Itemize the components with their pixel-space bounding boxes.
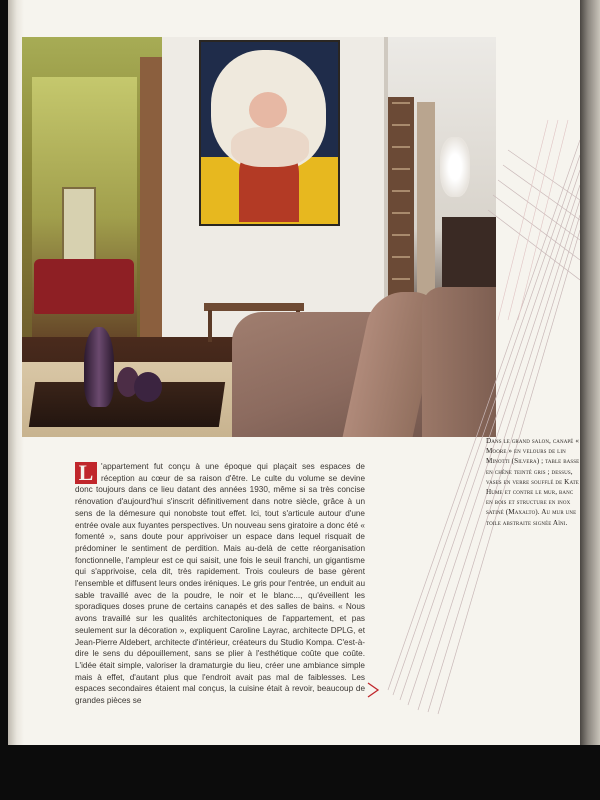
magazine-page bbox=[8, 0, 580, 745]
glass-vase-round bbox=[134, 372, 162, 402]
drop-cap: L bbox=[75, 462, 97, 484]
chandelier bbox=[440, 137, 470, 197]
abstract-painting bbox=[199, 40, 340, 226]
article-body bbox=[75, 461, 365, 707]
door-frame bbox=[140, 57, 162, 357]
next-page-edge bbox=[580, 0, 600, 745]
glass-vase-tall bbox=[84, 327, 114, 407]
red-sofa bbox=[34, 259, 134, 314]
article-text: 'appartement fut conçu à une époque qui plaçait ses espaces de réception au cœur de sa raison d'être. Le culte du volume se devine donc toujours dans ce lieu datant des années 1930, même si sa très concise rénovation d'aujourd'hui s'inscrit définitivement dans notre siècle, grâce à un sens de la démesure qui nonobste tout effet. Ici, tout s'articule autour d'une entrée ovale aux fuyantes perspectives. Un nouveau sens giratoire a donc été « fomenté », sans doute pour apprivoiser un espace dans lequel risquait de prédominer le sentiment de perdition. Mais au-delà de cette réorganisation fonctionnelle, l'ampleur est ce qui saisit, une fois le seuil franchi, un gigantisme qui s'apprivoise, cela dit, très rapidement. Trois couleurs de base gèrent l'ensemble et diffusent leurs ondes iréniques. Le gris pour l'entrée, un enduit au sable travaillé avec de la poudre, le noir et le blanc..., qu'éveillent les sporadiques doses prune de certains canapés et des salles de bains. « Nous avons travaillé sur les qualités architectoniques de l'appartement, et pas seulement sur la décoration », expliquent Caroline Layrac, architecte DPLG, et Jean-Pierre Aldebert, architecte d'intérieur, créateurs du Studio Kompa. C'est-à-dire le sens du dépouillement, sans se plier à l'esthétique coûte que coûte. L'idée était simple, valoriser la dramaturgie du lieu, créer une ambiance simple mais à effet, d'autant plus que l'endroit avait pas mal de faiblesses. Les espaces secondaires étaient mal conçus, la cuisine était à revoir, beaucoup de grandes pièces se bbox=[75, 462, 365, 706]
partition-wall bbox=[417, 102, 435, 302]
dining-area bbox=[442, 217, 496, 287]
living-room-photo bbox=[22, 37, 496, 437]
bookcase-shelves bbox=[392, 102, 410, 302]
bench bbox=[204, 303, 304, 311]
sofa-back bbox=[422, 287, 496, 437]
photo-caption: Dans le grand salon, canapé « Moore » en velours de lin Minotti (Silvera) ; table basse en chêne teinté gris ; dessus, vases en verre soufflé de Kate Hume et contre le mur, banc en bois et structure en inox satiné (Maxalto). Au mur une toile abstraite signée Aïni. bbox=[486, 437, 580, 527]
continue-arrow-icon bbox=[366, 682, 380, 698]
